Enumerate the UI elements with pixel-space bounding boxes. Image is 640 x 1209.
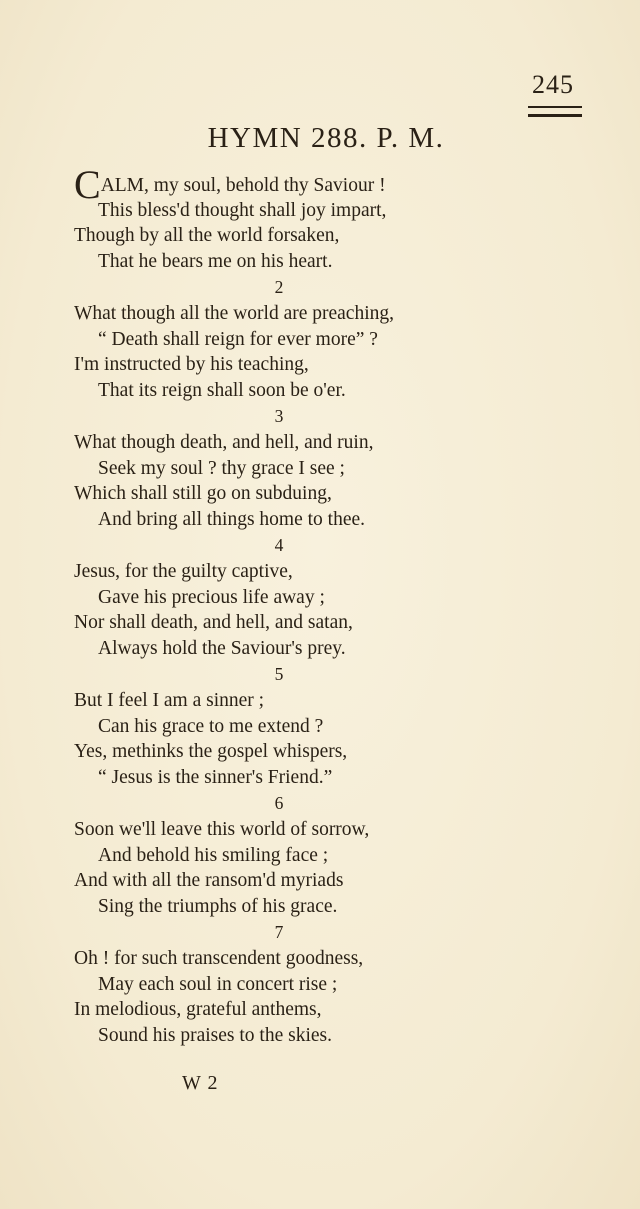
verse-line: This bless'd thought shall joy impart, [98,199,387,221]
stanza-number: 5 [274,664,284,684]
verse-line: I'm instructed by his teaching, [74,354,309,375]
verse-line: Oh ! for such transcendent goodness, [74,948,364,969]
page-number: 245 [532,70,574,99]
verse-line: But I feel I am a sinner ; [74,690,265,711]
verse-line: Which shall still go on subduing, [74,483,332,504]
verse-line: Jesus, for the guilty captive, [74,561,293,582]
verse-line: Sing the triumphs of his grace. [98,895,338,917]
verse-line: Always hold the Saviour's prey. [98,637,346,659]
header-rule-thin [528,106,582,108]
verse-line: Sound his praises to the skies. [98,1024,332,1046]
verse-line: Gave his precious life away ; [98,586,325,608]
stanza-number: 6 [274,793,284,813]
verse-line: May each soul in concert rise ; [98,973,338,995]
verse-line: Nor shall death, and hell, and satan, [74,612,353,633]
verse-line: Soon we'll leave this world of sorrow, [74,819,370,840]
first-line-text: ALM, my soul, behold thy Saviour ! [100,175,386,196]
stanza-number: 7 [274,922,284,942]
verse-line: That he bears me on his heart. [98,250,333,272]
stanza-number: 4 [274,535,284,555]
verse-line: Can his grace to me extend ? [98,715,324,737]
verse-line: That its reign shall soon be o'er. [98,379,346,401]
hymn-first-line [74,162,574,207]
verse-line: And behold his smiling face ; [98,844,329,866]
verse-line: Yes, methinks the gospel whispers, [74,741,348,762]
drop-cap-initial: C [74,162,101,207]
verse-line: What though death, and hell, and ruin, [74,432,374,453]
stanza-number: 3 [274,406,284,426]
header-rule-thick [528,114,582,117]
verse-line: And bring all things home to thee. [98,508,366,530]
verse-line: Seek my soul ? thy grace I see ; [98,457,345,479]
hymn-text [74,162,574,1048]
hymn-title: HYMN 288. P. M. [207,122,445,154]
signature-mark: W 2 [182,1072,219,1094]
verse-line: In melodious, grateful anthems, [74,999,322,1020]
verse-line: “ Death shall reign for ever more” ? [98,328,378,350]
verse-line: “ Jesus is the sinner's Friend.” [98,766,333,788]
verse-line: And with all the ransom'd myriads [74,870,344,891]
verse-line: What though all the world are preaching, [74,303,395,324]
verse-line: Though by all the world forsaken, [74,225,340,246]
stanza-number: 2 [274,277,284,297]
